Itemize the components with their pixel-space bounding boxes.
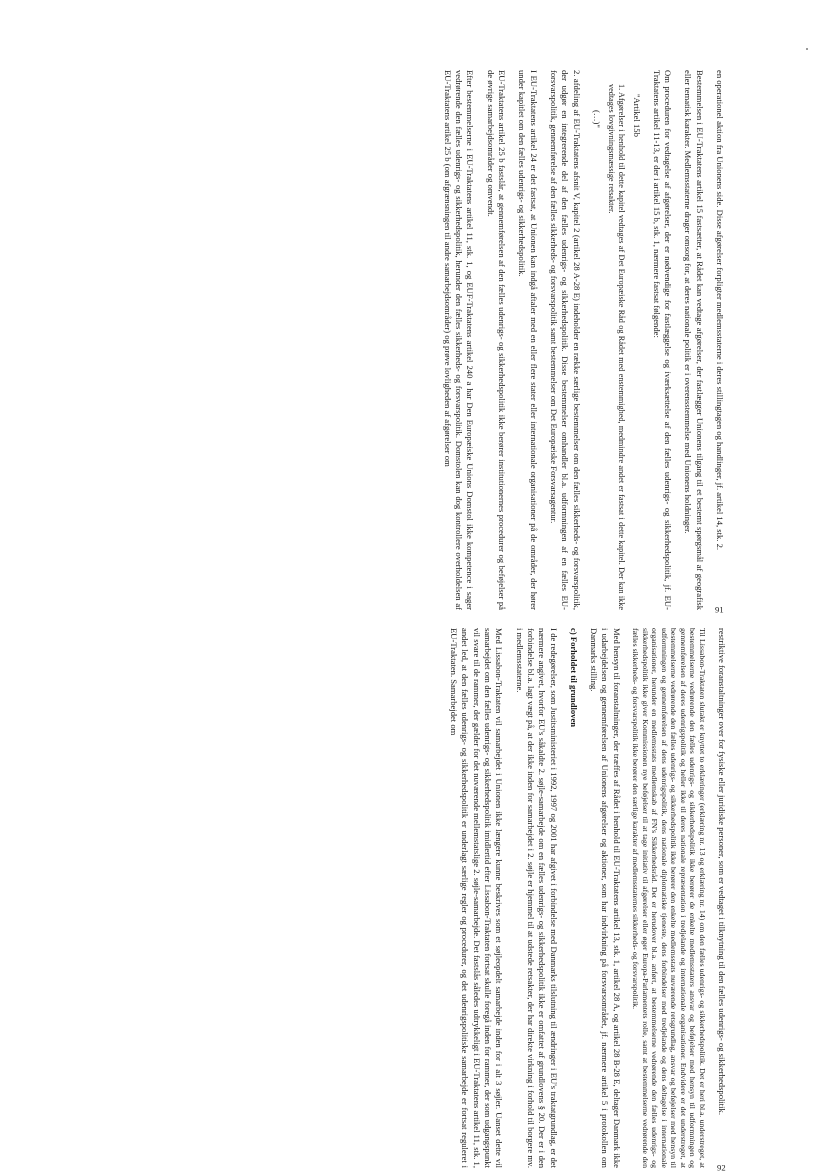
quote-title: "Artikel 15b xyxy=(631,94,642,137)
paragraph: en operationel aktion fra Unionens side. Disse afgørelser forpligter medlemsstaterne i deres stillingtagen og handlinger, jf. artikel 14, stk. 2. xyxy=(715,70,725,551)
section-heading: c) Forholdet til grundloven xyxy=(568,628,579,728)
page-92 xyxy=(439,628,727,1173)
paragraph: Bestemmelsen i EU-Traktatens artikel 15 fastsætter, at Rådet kan vedtage afgørelser, der fastlægger Unionens tilgang til et bestemt spørgsmål af geografisk eller tematisk karakter. Medlemsstaterne drager omsorg for, at deres nationale politik er i overensstemmelse med Unionens holdninger. xyxy=(683,70,705,610)
scan-speck xyxy=(806,48,808,50)
page-91 xyxy=(433,70,725,615)
paragraph: Efter bestemmelserne i EU-Traktatens artikel 11, stk. 1, og EUF-Traktatens artikel 240 a har Den Europæiske Unions Domstol ikke kompetence i sager vedrørende den fælles udenrigs- og sikkerhedspolitik, herunder den fælles sikkerheds- og forsvarspolitik. Domstolen kan dog kontrollere overholdelsen af EU-Traktatens artikel 25 b (om afgrænsningen til andre samarbejdsområder) og prøve lovligheden af afgørelser om xyxy=(442,70,476,610)
page-number: 91 xyxy=(715,604,724,615)
paragraph: restriktive foranstaltninger over for fysiske eller juridiske personer, som er vedtaget i tilknytning til den fælles udenrigs- og sikkerhedspolitik. xyxy=(717,628,727,1115)
declaration-paragraph: Til Lissabon-Traktaten slutakt er knyttet to erklæringer (erklæring nr. 13 og erklæring nr. 14) om den fælles udenrigs- og sikkerhedspolitik. Det er heri bl.a. understreget, at bestemmelserne vedrørende den fælles udenrigs- og sikkerhedspolitik ikke berører de enkelte medlemsstaters ansvar og beføjelser med hensyn til udformningen og gennemførelsen af deres udenrigspolitik og heller ikke til deres nationale repræsentation i tredjelande og internationale organisationer. Endvidere er det understreget, at bestemmelserne vedrørende den fælles udenrigs- og sikkerhedspolitik ikke berører den enkelte medlemsstats nuværende retsgrundlag, ansvar og beføjelser med hensyn til udformningen og gennemførelsen af dens udenrigspolitik, dens nationale diplomatiske tjeneste, dens forbindelser med tredjelande og dens deltagelse i internationale organisationer, herunder en medlemsstats medlemskab af FN's Sikkerhedsråd. Det er herudover bl.a. anført, at bestemmelserne vedrørende den fælles udenrigs- og sikkerhedspolitik ikke giver Kommissionen nye beføjelser til at tage initiativ til afgørelser eller øger Europa-Parlamentets rolle, samt at bestemmelserne vedrørende den fælles sikkerheds- og forsvarspolitik ikke berører den særlige karakter af medlemsstaternes sikkerheds- og forsvarspolitik. xyxy=(631,628,707,1168)
paragraph: 2. afdeling af EU-Traktatens afsnit V, kapitel 2 (artikel 28 A-28 E) indeholder en række særlige bestemmelser om den fælles sikkerheds- og forsvarspolitik, der udgør en integrerende del af den fælles udenrigs- og sikkerhedspolitik. Disse bestemmelser omhandler bl.a. udformningen af en fælles EU-forsvarspolitik, gennemførelse af den fælles sikkerheds- og forsvarspolitik samt bestemmelser om Det Europæiske Forsvarsagentur. xyxy=(548,70,582,610)
paragraph: I EU-Traktatens artikel 24 er det fastsat, at Unionen kan indgå aftaler med en eller flere stater eller internationale organisationer på de områder, der hører under kapitlet om den fælles udenrigs- og sikkerhedspolitik. xyxy=(517,70,539,610)
paragraph: I de redegørelser, som Justitsministeriet i 1992, 1997 og 2001 har afgivet i forbindelse med Danmarks tilslutning til ændringer i EU's traktatgrundlag, er det nærmere angivet, hvorfor EU's såkaldte 2. søjle-samarbejde om en fælles udenrigs- og sikkerhedspolitik ikke er omfattet af grundlovens § 20. Der er i den forbindelse bl.a. lagt vægt på, at der ikke inden for samarbejdet i 2. søjle er hjemmel til at udstede retsakter, der har direkte virkning i forhold til borgere mv. i medlemsstaterne. xyxy=(514,628,559,1168)
paragraph: Med hensyn til foranstaltninger, der træffes af Rådet i henhold til EU-Traktatens artikel 13, stk. 1, artikel 28 A, og artikel 28 B-28 E, deltager Danmark ikke i udarbejdelsen og gennemførelsen af Unionens afgørelser og aktioner, som har indvirkning på forsvarsområdet, jf. nærmere artikel 5 i protokollen om Danmarks stilling. xyxy=(589,628,622,1168)
page-number: 92 xyxy=(717,1162,726,1173)
paragraph: Med Lissabon-Traktaten vil samarbejdet i Unionen ikke længere kunne beskrives som et søjleopdelt samarbejde inden for i alt 3 søjler. Uanset dette vil samarbejdet om den fælles udenrigs- og sikkerhedspolitik imidlertid efter Lissabon-Traktaten fortsat skulle foregå inden for rammer, der som udgangspunkt vil svare til de rammer, der gælder for det nuværende mellemstatslige 2. søjle-samarbejde. Det fastslås således udtrykkeligt i EU-Traktatens artikel 11, stk. 1, andet led, at den fælles udenrigs- og sikkerhedspolitik er underlagt særlige regler og procedurer, og det udenrigspolitiske samarbejde er fortsat reguleret i EU-Traktaten. Samarbejdet om xyxy=(449,628,505,1168)
quote-ellipsis: (…)" xyxy=(591,110,602,128)
paragraph: EU-Traktatens artikel 25 b fastslår, at gennemførelsen af den fælles udenrigs- og sikkerhedspolitik ikke berører institutionernes procedurer og beføjelser på de øvrige samarbejdsområder og omvendt. xyxy=(485,70,508,610)
quote-text: 1. Afgørelser i henhold til dette kapitel vedtages af Det Europæiske Råd og Rådet med enstemmighed, medmindre andet er fastsat i dette kapitel. Der kan ikke vedtages lovgivningsmæssige retsakter. xyxy=(607,84,627,610)
paragraph: Om proceduren for vedtagelse af afgørelser, der er nødvendige for fastlæggelse og iværksættelse af den fælles udenrigs- og sikkerhedspolitik, jf. EU-Traktatens artikel 11-13, er der i artikel 15 b, stk. 1, nærmere fastsat følgende: xyxy=(651,70,674,610)
